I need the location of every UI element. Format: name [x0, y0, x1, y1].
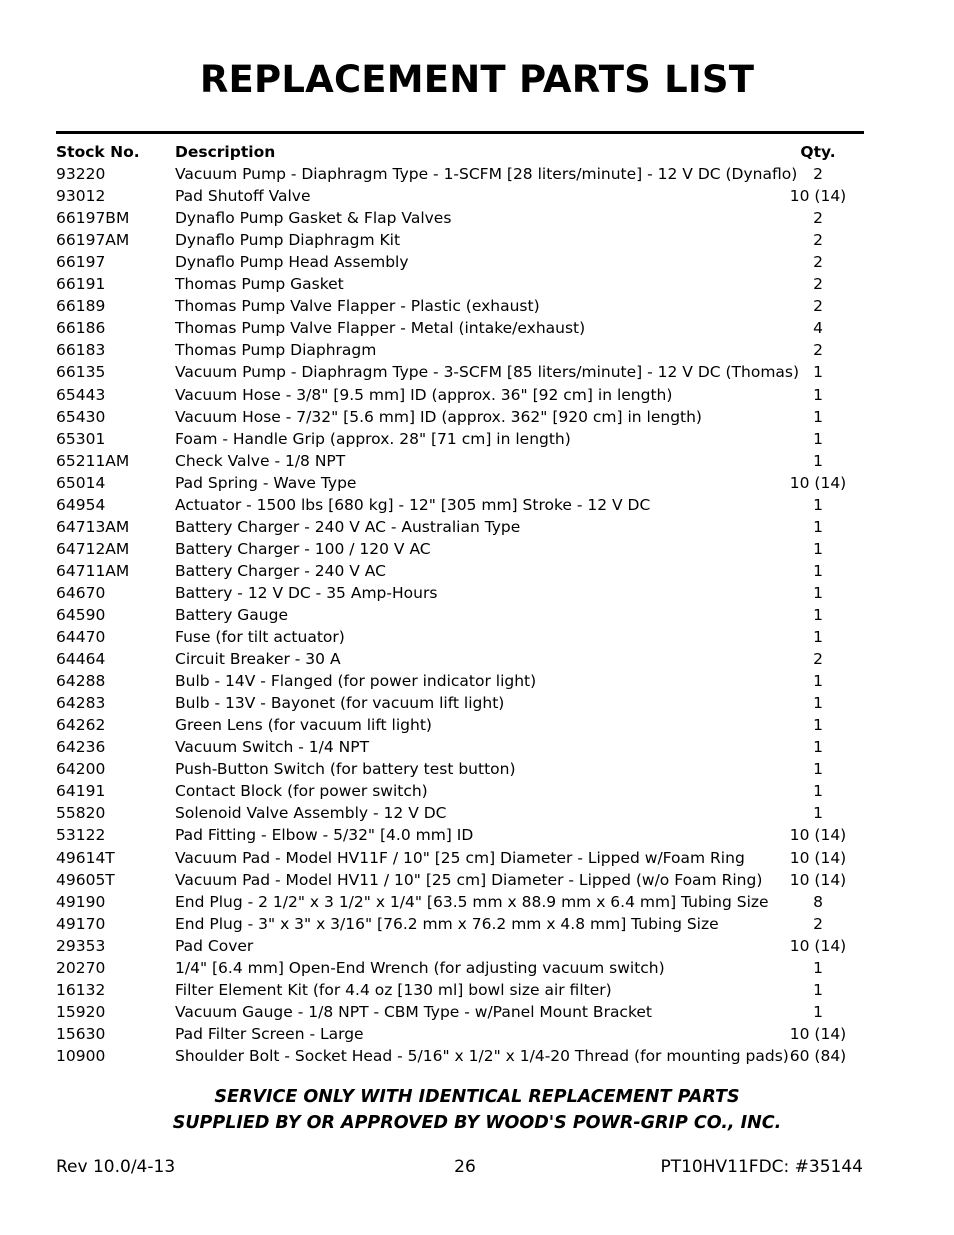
stock-no-cell: 64470	[56, 628, 106, 647]
qty-cell: 2	[813, 650, 823, 669]
qty-cell: 2	[813, 275, 823, 294]
stock-no-cell: 49190	[56, 892, 106, 911]
qty-cell: 1	[813, 407, 823, 426]
qty-cell: 1	[813, 782, 823, 801]
table-row	[56, 1001, 878, 1023]
description-cell: Pad Cover	[175, 936, 254, 955]
qty-cell: 10 (14)	[789, 187, 847, 206]
table-row	[56, 604, 878, 626]
stock-no-cell: 16132	[56, 980, 106, 999]
qty-cell: 1	[813, 980, 823, 999]
header-rule	[56, 131, 864, 134]
qty-cell: 1	[813, 628, 823, 647]
description-cell: Dynaflo Pump Head Assembly	[175, 253, 409, 272]
footer-page-number: 26	[454, 1157, 476, 1177]
table-row	[56, 406, 878, 428]
description-cell: Dynaflo Pump Diaphragm Kit	[175, 231, 401, 250]
table-row	[56, 472, 878, 494]
stock-no-cell: 64236	[56, 738, 106, 757]
table-row	[56, 935, 878, 957]
table-row	[56, 295, 878, 317]
description-cell: Thomas Pump Diaphragm	[175, 341, 377, 360]
description-cell: Contact Block (for power switch)	[175, 782, 428, 801]
table-row	[56, 207, 878, 229]
table-header-row	[56, 141, 878, 163]
qty-cell: 1	[813, 804, 823, 823]
description-cell: Green Lens (for vacuum lift light)	[175, 716, 432, 735]
table-row	[56, 185, 878, 207]
qty-cell: 2	[813, 297, 823, 316]
stock-no-cell: 49605T	[56, 870, 115, 889]
description-cell: Pad Filter Screen - Large	[175, 1024, 364, 1043]
stock-no-cell: 64712AM	[56, 539, 130, 558]
qty-cell: 2	[813, 253, 823, 272]
stock-no-cell: 93220	[56, 165, 106, 184]
qty-cell: 2	[813, 914, 823, 933]
table-row	[56, 736, 878, 758]
table-row	[56, 538, 878, 560]
stock-no-cell: 64283	[56, 694, 106, 713]
table-row	[56, 714, 878, 736]
table-row	[56, 273, 878, 295]
description-header: Description	[175, 143, 276, 161]
stock-no-cell: 53122	[56, 826, 106, 845]
stock-no-cell: 10900	[56, 1046, 106, 1065]
description-cell: End Plug - 2 1/2" x 3 1/2" x 1/4" [63.5 mm x 88.9 mm x 6.4 mm] Tubing Size	[175, 892, 769, 911]
stock-no-header: Stock No.	[56, 143, 140, 161]
footer-revision: Rev 10.0/4-13	[56, 1157, 176, 1177]
qty-cell: 1	[813, 760, 823, 779]
qty-cell: 1	[813, 495, 823, 514]
qty-cell: 8	[813, 892, 823, 911]
description-cell: Fuse (for tilt actuator)	[175, 628, 345, 647]
stock-no-cell: 15630	[56, 1024, 106, 1043]
description-cell: Battery Charger - 240 V AC - Australian Type	[175, 517, 521, 536]
table-row	[56, 692, 878, 714]
stock-no-cell: 55820	[56, 804, 106, 823]
qty-cell: 1	[813, 451, 823, 470]
stock-no-cell: 64191	[56, 782, 106, 801]
stock-no-cell: 64711AM	[56, 561, 130, 580]
description-cell: Vacuum Hose - 7/32" [5.6 mm] ID (approx. 362" [920 cm] in length)	[175, 407, 702, 426]
qty-cell: 10 (14)	[789, 870, 847, 889]
description-cell: Vacuum Switch - 1/4 NPT	[175, 738, 370, 757]
qty-cell: 10 (14)	[789, 826, 847, 845]
stock-no-cell: 20270	[56, 958, 106, 977]
description-cell: Vacuum Hose - 3/8" [9.5 mm] ID (approx. 36" [92 cm] in length)	[175, 385, 673, 404]
table-row	[56, 824, 878, 846]
table-row	[56, 317, 878, 339]
qty-cell: 2	[813, 165, 823, 184]
qty-cell: 1	[813, 363, 823, 382]
description-cell: Check Valve - 1/8 NPT	[175, 451, 346, 470]
stock-no-cell: 65301	[56, 429, 106, 448]
table-row	[56, 163, 878, 185]
description-cell: Battery Charger - 240 V AC	[175, 561, 386, 580]
stock-no-cell: 49170	[56, 914, 106, 933]
footer-doc-id: PT10HV11FDC: #35144	[660, 1157, 863, 1177]
stock-no-cell: 15920	[56, 1002, 106, 1021]
qty-cell: 1	[813, 738, 823, 757]
qty-header: Qty.	[800, 143, 836, 161]
stock-no-cell: 66191	[56, 275, 106, 294]
qty-cell: 1	[813, 958, 823, 977]
qty-cell: 2	[813, 209, 823, 228]
description-cell: Actuator - 1500 lbs [680 kg] - 12" [305 mm] Stroke - 12 V DC	[175, 495, 651, 514]
notice-line-1: SERVICE ONLY WITH IDENTICAL REPLACEMENT PARTS	[214, 1087, 740, 1107]
description-cell: Vacuum Pad - Model HV11 / 10" [25 cm] Diameter - Lipped (w/o Foam Ring)	[175, 870, 763, 889]
description-cell: Thomas Pump Valve Flapper - Metal (intake/exhaust)	[175, 319, 586, 338]
description-cell: 1/4" [6.4 mm] Open-End Wrench (for adjusting vacuum switch)	[175, 958, 665, 977]
stock-no-cell: 66183	[56, 341, 106, 360]
description-cell: Vacuum Gauge - 1/8 NPT - CBM Type - w/Panel Mount Bracket	[175, 1002, 652, 1021]
qty-cell: 10 (14)	[789, 473, 847, 492]
table-row	[56, 780, 878, 802]
description-cell: Thomas Pump Valve Flapper - Plastic (exhaust)	[175, 297, 540, 316]
stock-no-cell: 49614T	[56, 848, 115, 867]
qty-cell: 1	[813, 605, 823, 624]
table-row	[56, 758, 878, 780]
stock-no-cell: 64262	[56, 716, 106, 735]
stock-no-cell: 66186	[56, 319, 106, 338]
qty-cell: 1	[813, 583, 823, 602]
description-cell: End Plug - 3" x 3" x 3/16" [76.2 mm x 76.2 mm x 4.8 mm] Tubing Size	[175, 914, 719, 933]
stock-no-cell: 64713AM	[56, 517, 130, 536]
table-row	[56, 361, 878, 383]
table-row	[56, 1045, 878, 1067]
description-cell: Battery Charger - 100 / 120 V AC	[175, 539, 431, 558]
stock-no-cell: 64288	[56, 672, 106, 691]
table-row	[56, 847, 878, 869]
qty-cell: 1	[813, 517, 823, 536]
stock-no-cell: 66197	[56, 253, 106, 272]
description-cell: Vacuum Pump - Diaphragm Type - 1-SCFM [28 liters/minute] - 12 V DC (Dynaflo)	[175, 165, 798, 184]
description-cell: Bulb - 14V - Flanged (for power indicator light)	[175, 672, 537, 691]
table-row	[56, 802, 878, 824]
description-cell: Dynaflo Pump Gasket & Flap Valves	[175, 209, 452, 228]
stock-no-cell: 66135	[56, 363, 106, 382]
table-row	[56, 891, 878, 913]
table-row	[56, 648, 878, 670]
notice-line-2: SUPPLIED BY OR APPROVED BY WOOD'S POWR-GRIP CO., INC.	[172, 1113, 782, 1133]
table-row	[56, 913, 878, 935]
table-row	[56, 450, 878, 472]
table-row	[56, 869, 878, 891]
description-cell: Circuit Breaker - 30 A	[175, 650, 341, 669]
stock-no-cell: 64670	[56, 583, 106, 602]
stock-no-cell: 66189	[56, 297, 106, 316]
stock-no-cell: 64590	[56, 605, 106, 624]
qty-cell: 4	[813, 319, 823, 338]
description-cell: Pad Shutoff Valve	[175, 187, 311, 206]
qty-cell: 2	[813, 231, 823, 250]
table-row	[56, 1023, 878, 1045]
qty-cell: 60 (84)	[789, 1046, 847, 1065]
table-body	[56, 163, 878, 1067]
stock-no-cell: 65211AM	[56, 451, 130, 470]
qty-cell: 1	[813, 429, 823, 448]
stock-no-cell: 29353	[56, 936, 106, 955]
parts-table	[56, 141, 878, 1067]
table-row	[56, 979, 878, 1001]
stock-no-cell: 65014	[56, 473, 106, 492]
description-cell: Solenoid Valve Assembly - 12 V DC	[175, 804, 447, 823]
description-cell: Vacuum Pad - Model HV11F / 10" [25 cm] Diameter - Lipped w/Foam Ring	[175, 848, 745, 867]
table-row	[56, 957, 878, 979]
qty-cell: 10 (14)	[789, 1024, 847, 1043]
table-row	[56, 626, 878, 648]
table-row	[56, 582, 878, 604]
stock-no-cell: 66197BM	[56, 209, 130, 228]
description-cell: Foam - Handle Grip (approx. 28" [71 cm] in length)	[175, 429, 571, 448]
stock-no-cell: 64200	[56, 760, 106, 779]
qty-cell: 1	[813, 694, 823, 713]
qty-cell: 10 (14)	[789, 848, 847, 867]
qty-cell: 1	[813, 561, 823, 580]
description-cell: Bulb - 13V - Bayonet (for vacuum lift light)	[175, 694, 505, 713]
table-row	[56, 560, 878, 582]
table-row	[56, 494, 878, 516]
description-cell: Vacuum Pump - Diaphragm Type - 3-SCFM [85 liters/minute] - 12 V DC (Thomas)	[175, 363, 800, 382]
table-row	[56, 428, 878, 450]
table-row	[56, 670, 878, 692]
description-cell: Thomas Pump Gasket	[175, 275, 344, 294]
table-row	[56, 251, 878, 273]
qty-cell: 10 (14)	[789, 936, 847, 955]
table-row	[56, 229, 878, 251]
service-notice	[0, 1084, 954, 1136]
description-cell: Push-Button Switch (for battery test button)	[175, 760, 516, 779]
stock-no-cell: 64464	[56, 650, 106, 669]
qty-cell: 1	[813, 1002, 823, 1021]
description-cell: Pad Spring - Wave Type	[175, 473, 357, 492]
stock-no-cell: 65430	[56, 407, 106, 426]
stock-no-cell: 93012	[56, 187, 106, 206]
stock-no-cell: 66197AM	[56, 231, 130, 250]
description-cell: Shoulder Bolt - Socket Head - 5/16" x 1/2" x 1/4-20 Thread (for mounting pads)	[175, 1046, 789, 1065]
qty-cell: 2	[813, 341, 823, 360]
description-cell: Battery Gauge	[175, 605, 289, 624]
page-title: REPLACEMENT PARTS LIST	[199, 58, 755, 101]
table-row	[56, 339, 878, 361]
qty-cell: 1	[813, 672, 823, 691]
stock-no-cell: 65443	[56, 385, 106, 404]
table-row	[56, 516, 878, 538]
description-cell: Filter Element Kit (for 4.4 oz [130 ml] bowl size air filter)	[175, 980, 612, 999]
table-row	[56, 384, 878, 406]
qty-cell: 1	[813, 716, 823, 735]
qty-cell: 1	[813, 385, 823, 404]
stock-no-cell: 64954	[56, 495, 106, 514]
qty-cell: 1	[813, 539, 823, 558]
description-cell: Pad Fitting - Elbow - 5/32" [4.0 mm] ID	[175, 826, 474, 845]
description-cell: Battery - 12 V DC - 35 Amp-Hours	[175, 583, 438, 602]
